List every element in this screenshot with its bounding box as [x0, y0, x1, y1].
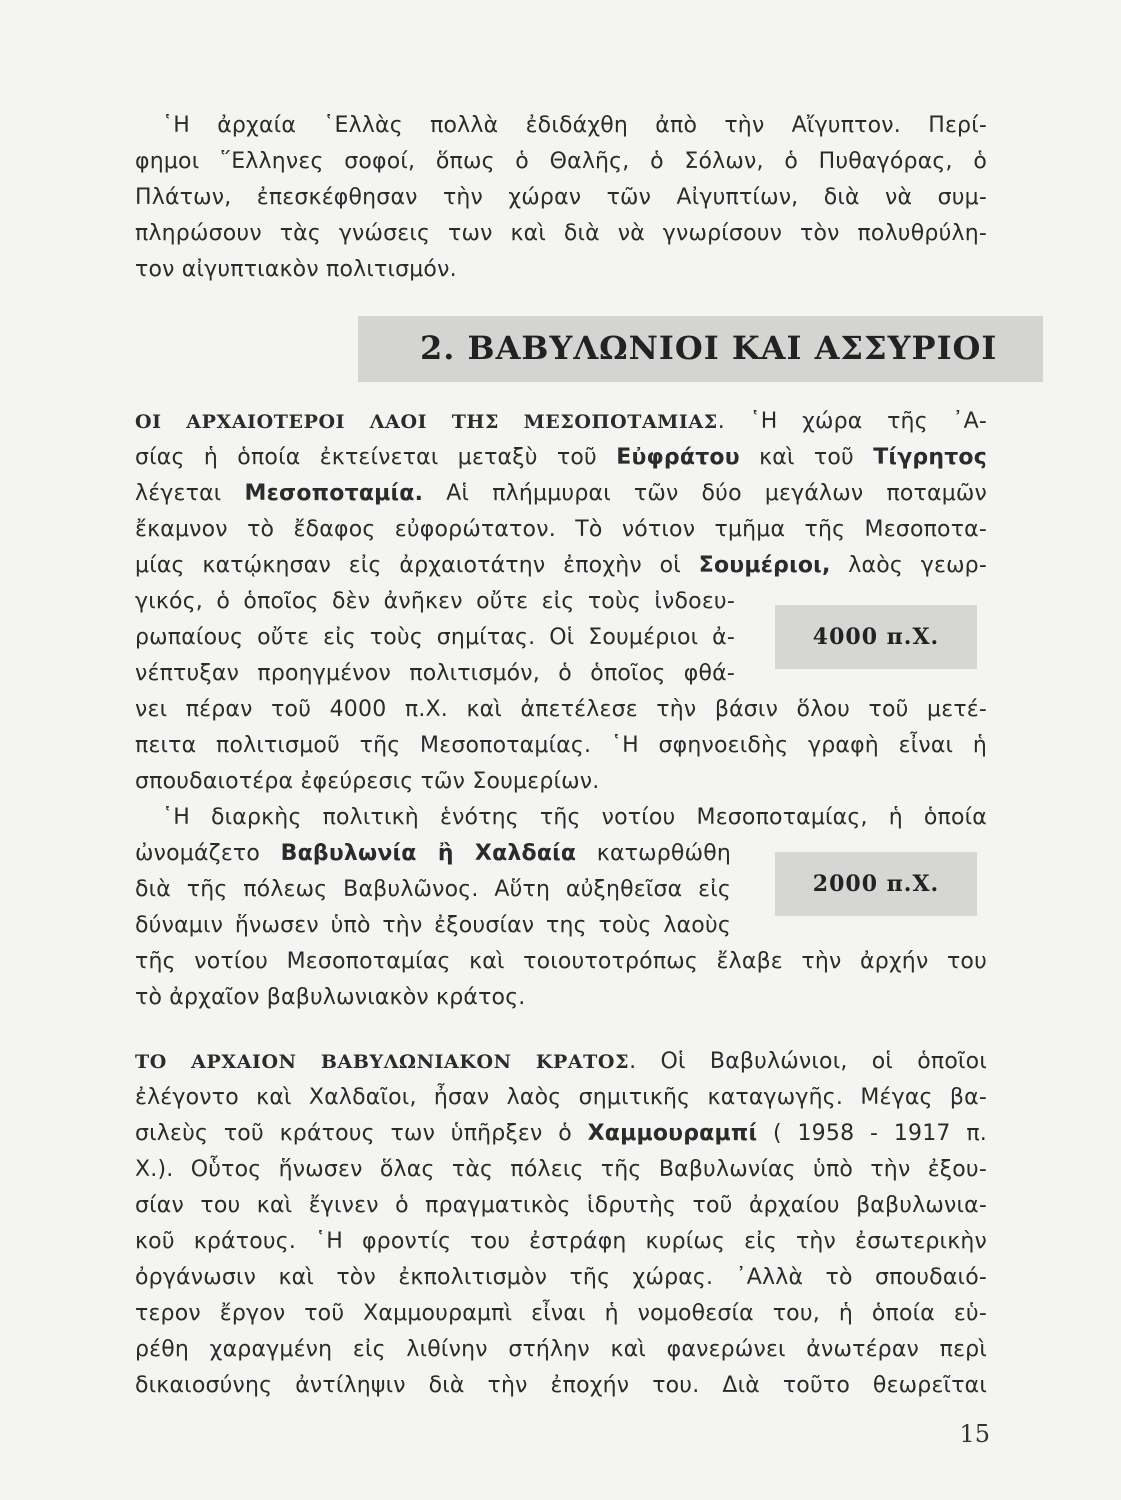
term-mesopotamia: Μεσοποταμία. — [244, 481, 424, 506]
paragraph1-line-5 — [135, 552, 987, 580]
paragraph1-line-1 — [135, 408, 987, 436]
paragraph1-line-2 — [135, 444, 987, 472]
text-segment: λέγεται — [135, 481, 245, 506]
text-segment: κατωρθώθη — [576, 841, 731, 866]
paragraph3-line-4: Χ.). Οὗτος ἥνωσεν ὅλας τὰς πόλεις τῆς Βαβυλωνίας ὑπὸ τὴν ἐξου- — [135, 1157, 987, 1182]
paragraph3-line-5: σίαν του καὶ ἔγινεν ὁ πραγματικὸς ἱδρυτὴς τοῦ ἀρχαίου βαβυλωνια- — [135, 1193, 987, 1218]
text-segment: καὶ τοῦ — [739, 445, 874, 470]
intro-line-5: τον αἰγυπτιακὸν πολιτισμόν. — [135, 257, 457, 282]
paragraph2-line-6: τὸ ἀρχαῖον βαβυλωνιακὸν κράτος. — [135, 985, 526, 1010]
text-segment: σιλεὺς τοῦ κράτους των ὑπῆρξεν ὁ — [135, 1121, 588, 1146]
paragraph3-line-9: ρέθη χαραγμένη εἰς λιθίνην στήλην καὶ φανερώνει ἀνωτέραν περὶ — [135, 1337, 987, 1362]
paragraph1-line-3 — [135, 480, 987, 508]
paragraph1-heading: ΟΙ ΑΡΧΑΙΟΤΕΡΟΙ ΛΑΟΙ ΤΗΣ ΜΕΣΟΠΟΤΑΜΙΑΣ — [135, 411, 718, 433]
text-segment: λαὸς γεωρ- — [830, 553, 987, 578]
paragraph1-line-11: σπουδαιοτέρα ἐφεύρεσις τῶν Σουμερίων. — [135, 769, 600, 794]
paragraph1-line-6: γικός, ὁ ὁποῖος δὲν ἀνῆκεν οὔτε εἰς τοὺς ἰνδοευ- — [135, 589, 735, 614]
intro-line-1: ῾Η ἀρχαία ῾Ελλὰς πολλὰ ἐδιδάχθη ἀπὸ τὴν Αἴγυπτον. Περί- — [162, 113, 987, 138]
paragraph3-line-3 — [135, 1120, 987, 1148]
paragraph2-line-4: δύναμιν ἥνωσεν ὑπὸ τὴν ἐξουσίαν της τοὺς λαοὺς — [135, 913, 731, 938]
term-euphrates: Εὐφράτου — [616, 445, 740, 470]
text-segment: ( 1958 - 1917 π. — [757, 1121, 987, 1146]
term-babylonia-chaldea: Βαβυλωνία ἢ Χαλδαία — [280, 841, 577, 866]
intro-line-3: Πλάτων, ἐπεσκέφθησαν τὴν χώραν τῶν Αἰγυπτίων, διὰ νὰ συμ- — [135, 185, 987, 210]
section-title: 2. ΒΑΒΥΛΩΝΙΟΙ ΚΑΙ ΑΣΣΥΡΙΟΙ — [420, 329, 998, 367]
text-segment: μίας κατῴκησαν εἰς ἀρχαιοτάτην ἐποχὴν οἱ — [135, 553, 699, 578]
paragraph3-heading: ΤΟ ΑΡΧΑΙΟΝ ΒΑΒΥΛΩΝΙΑΚΟΝ ΚΡΑΤΟΣ — [135, 1051, 630, 1073]
text-segment: σίας ἡ ὁποία ἐκτείνεται μεταξὺ τοῦ — [135, 445, 617, 470]
paragraph3-line-8: τερον ἔργον τοῦ Χαμμουραμπὶ εἶναι ἡ νομοθεσία του, ἡ ὁποία εὑ- — [135, 1301, 987, 1326]
term-sumerians: Σουμέριοι, — [698, 553, 831, 578]
paragraph2-line-2 — [135, 840, 731, 868]
paragraph3-line-2: ἐλέγοντο καὶ Χαλδαῖοι, ἦσαν λαὸς σημιτικῆς καταγωγῆς. Μέγας βα- — [135, 1085, 987, 1110]
page-number: 15 — [959, 1420, 990, 1448]
paragraph1-line-7: ρωπαίους οὔτε εἰς τοὺς σημίτας. Οἱ Σουμέριοι ἀ- — [135, 625, 735, 650]
intro-line-2: φημοι ῞Ελληνες σοφοί, ὅπως ὁ Θαλῆς, ὁ Σόλων, ὁ Πυθαγόρας, ὁ — [135, 149, 987, 174]
paragraph1-heading-tail: . ῾Η χώρα τῆς ᾿Α- — [717, 409, 987, 434]
term-tigris: Τίγρητος — [873, 445, 987, 470]
paragraph3-line-6: κοῦ κράτους. ῾Η φροντίς του ἐστράφη κυρίως εἰς τὴν ἐσωτερικὴν — [135, 1229, 987, 1254]
paragraph2-line-1: ῾Η διαρκὴς πολιτικὴ ἑνότης τῆς νοτίου Μεσοποταμίας, ἡ ὁποία — [162, 805, 987, 830]
paragraph1-line-10: πειτα πολιτισμοῦ τῆς Μεσοποταμίας. ῾Η σφηνοειδὴς γραφὴ εἶναι ἡ — [135, 733, 987, 758]
paragraph1-line-9: νει πέραν τοῦ 4000 π.Χ. καὶ ἀπετέλεσε τὴν βάσιν ὅλου τοῦ μετέ- — [135, 697, 987, 722]
paragraph3-line-1 — [135, 1048, 987, 1076]
paragraph3-heading-tail: . Οἱ Βαβυλώνιοι, οἱ ὁποῖοι — [629, 1049, 987, 1074]
paragraph1-line-4: ἔκαμνον τὸ ἔδαφος εὐφορώτατον. Τὸ νότιον τμῆμα τῆς Μεσοποτα- — [135, 517, 987, 542]
date-margin-note-4000: 4000 π.Χ. — [775, 605, 977, 669]
paragraph2-line-3: διὰ τῆς πόλεως Βαβυλῶνος. Αὕτη αὐξηθεῖσα εἰς — [135, 877, 731, 902]
paragraph3-line-7: ὀργάνωσιν καὶ τὸν ἐκπολιτισμὸν τῆς χώρας. ᾿Αλλὰ τὸ σπουδαιό- — [135, 1265, 987, 1290]
text-segment: ὠνομάζετο — [135, 841, 281, 866]
term-hammurabi: Χαμμουραμπί — [587, 1121, 758, 1146]
intro-line-4: πληρώσουν τὰς γνώσεις των καὶ διὰ νὰ γνωρίσουν τὸν πολυθρύλη- — [135, 221, 987, 246]
paragraph3-line-10: δικαιοσύνης ἀντίληψιν διὰ τὴν ἐποχήν του. Διὰ τοῦτο θεωρεῖται — [135, 1373, 987, 1398]
paragraph2-line-5: τῆς νοτίου Μεσοποταμίας καὶ τοιουτοτρόπως ἔλαβε τὴν ἀρχήν του — [135, 949, 987, 974]
paragraph1-line-8: νέπτυξαν προηγμένον πολιτισμόν, ὁ ὁποῖος φθά- — [135, 661, 735, 686]
date-margin-note-2000: 2000 π.Χ. — [775, 852, 977, 916]
text-segment: Αἱ πλήμμυραι τῶν δύο μεγάλων ποταμῶν — [423, 481, 988, 506]
